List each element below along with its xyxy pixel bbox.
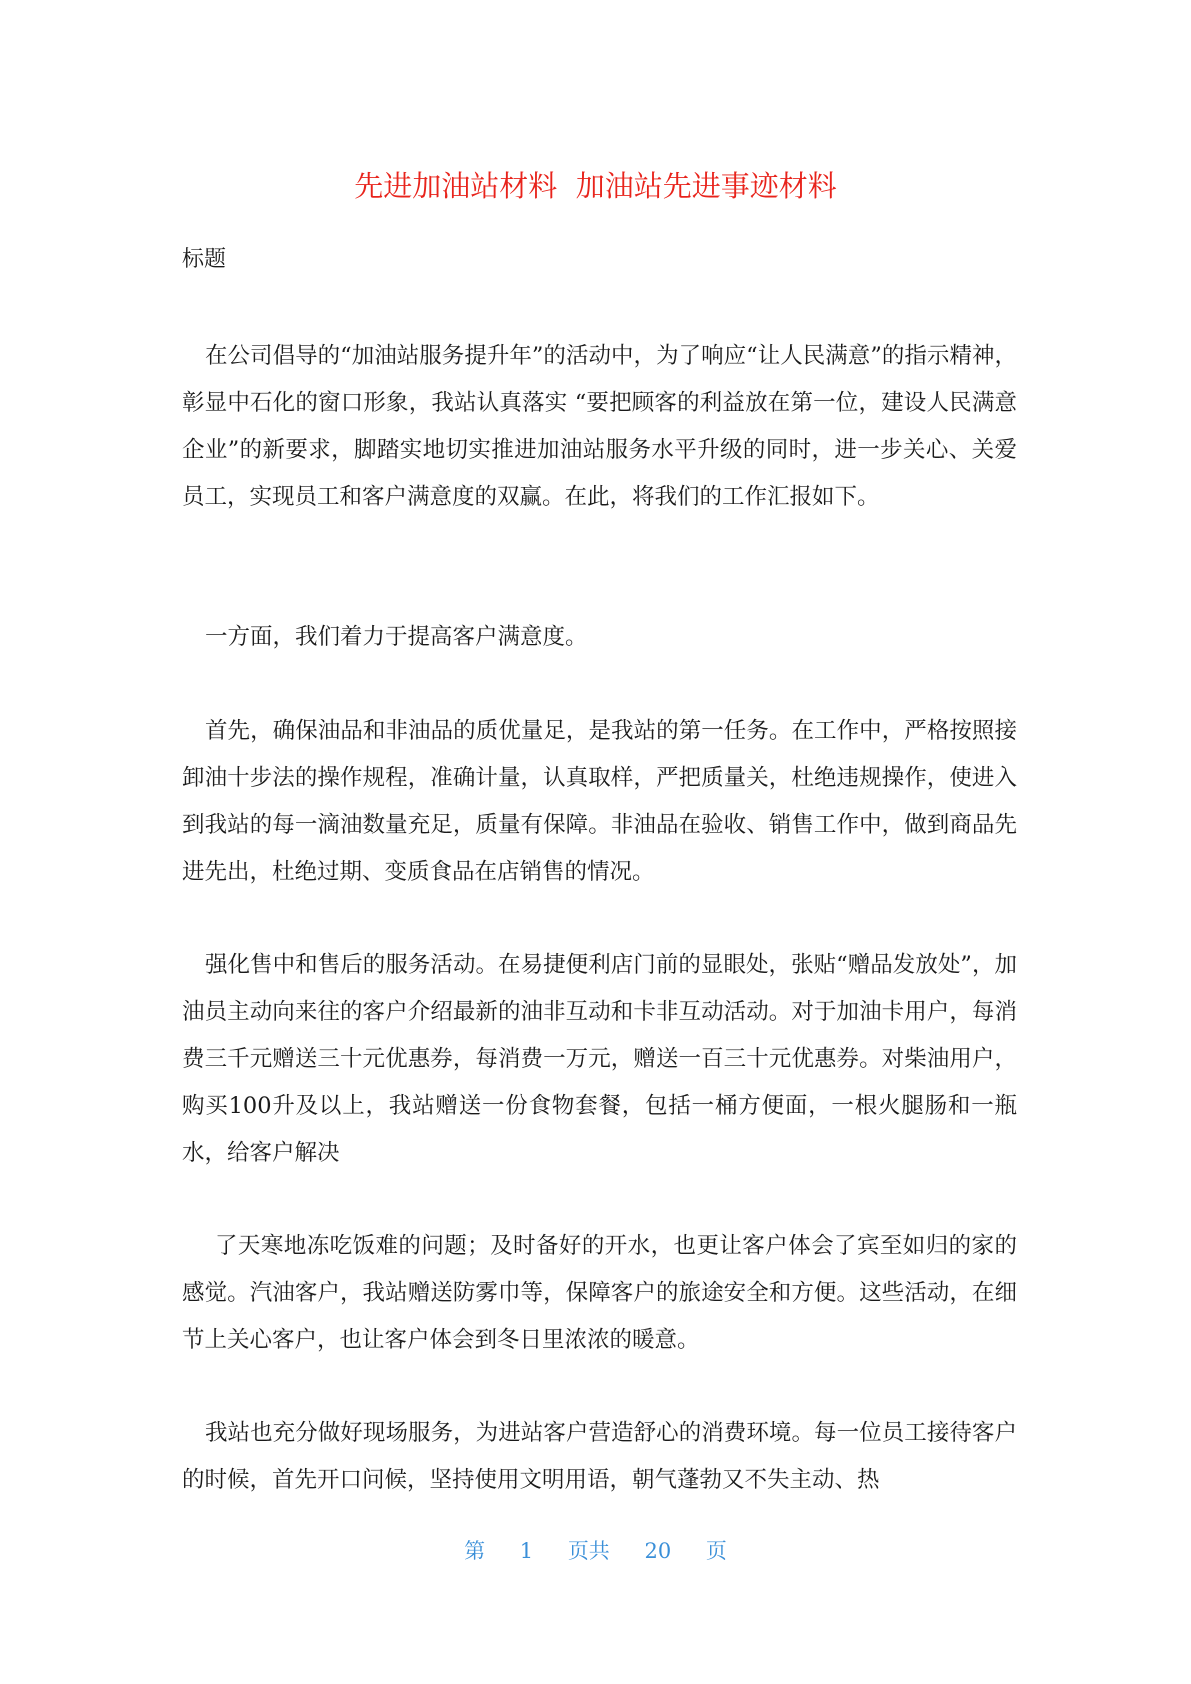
paragraph: 一方面，我们着力于提高客户满意度。 (205, 624, 588, 650)
paragraph: 在公司倡导的“加油站服务提升年”的活动中，为了响应“让人民满意”的指示精神，彰显中石化的窗口形象，我站认真落实 “要把顾客的利益放在第一位，建设人民满意企业”的新要求，脚踏实地切实推进加油站服务水平升级的同时，进一步关心、关爱员工，实现员工和客户满意度的双赢。在此，将我们的工作汇报如下。 (182, 343, 1017, 510)
footer-page-current: 1 (519, 1539, 534, 1563)
paragraph: 首先，确保油品和非油品的质优量足，是我站的第一任务。在工作中，严格按照接卸油十步法的操作规程，准确计量，认真取样，严把质量关，杜绝违规操作，使进入到我站的每一滴油数量充足，质量有保障。非油品在验收、销售工作中，做到商品先进先出，杜绝过期、变质食品在店销售的情况。 (182, 718, 1017, 885)
paragraph: 强化售中和售后的服务活动。在易捷便利店门前的显眼处，张贴“赠品发放处”，加油员主动向来往的客户介绍最新的油非互动和卡非互动活动。对于加油卡用户，每消费三千元赠送三十元优惠券，每消费一万元，赠送一百三十元优惠券。对柴油用户，购买100升及以上，我站赠送一份食物套餐，包括一桶方便面，一根火腿肠和一瓶水，给客户解决 (182, 952, 1017, 1166)
footer-page-sep: 页共 (567, 1539, 610, 1563)
paragraph: 了天寒地冻吃饭难的问题；及时备好的开水，也更让客户体会了宾至如归的家的感觉。汽油客户，我站赠送防雾巾等，保障客户的旅途安全和方便。这些活动，在细节上关心客户，也让客户体会到冬日里浓浓的暖意。 (182, 1233, 1017, 1353)
document-title: 先进加油站材料 加油站先进事迹材料 (354, 169, 837, 203)
paragraph: 我站也充分做好现场服务，为进站客户营造舒心的消费环境。每一位员工接待客户的时候，首先开口问候，坚持使用文明用语，朝气蓬勃又不失主动、热 (182, 1420, 1017, 1493)
footer-page-end: 页 (705, 1539, 727, 1563)
page-footer (0, 1536, 1191, 1566)
footer-page-label: 第 (464, 1539, 486, 1563)
footer-page-total: 20 (644, 1539, 672, 1563)
section-label: 标题 (182, 247, 227, 272)
